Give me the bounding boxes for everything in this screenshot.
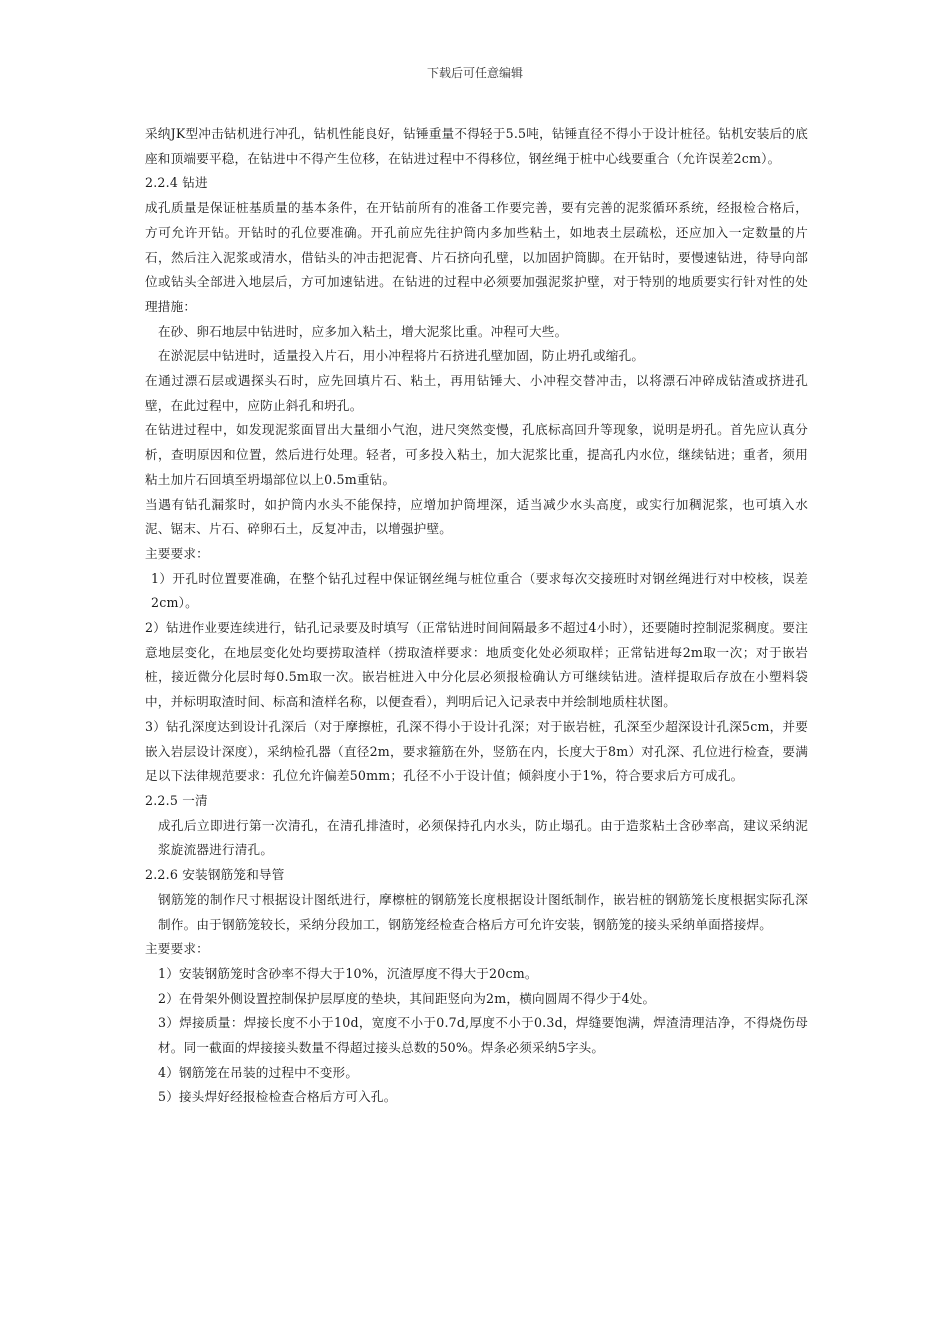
list-item: 2）在骨架外侧设置控制保护层厚度的垫块，其间距竖向为2m，横向圆周不得少于4处。: [158, 990, 656, 1006]
page-header: 下载后可任意编辑: [426, 66, 523, 80]
paragraph: 成孔质量是保证桩基质量的基本条件，在开钻前所有的准备工作要完善，要有完善的泥浆循环系统，经报检合格后，方可允许开钻。开钻时的孔位要准确。开孔前应先往护筒内多加些粘土，如地表土层疏松，还应加入一定数量的片石，然后注入泥浆或清水，借钻头的冲击把泥膏、片石挤向孔壁，以加固护筒脚。在开钻时，要慢速钻进，待导向部位或钻头全部进入地层后，方可加速钻进。在钻进的过程中必须要加强泥浆护壁，对于特别的地质要实行针对性的处理措施：: [145, 200, 808, 314]
list-item: 5）接头焊好经报检检查合格后方可入孔。: [158, 1089, 397, 1105]
document-body: [145, 122, 808, 1110]
list-item: 1）安装钢筋笼时含砂率不得大于10%，沉渣厚度不得大于20cm。: [158, 965, 538, 981]
section-heading: 2.2.4 钻进: [145, 175, 208, 191]
paragraph: 在通过漂石层或遇探头石时，应先回填片石、粘土，再用钻锤大、小冲程交替冲击，以将漂石冲碎成钻渣或挤进孔壁，在此过程中，应防止斜孔和坍孔。: [145, 373, 808, 413]
list-heading: 主要要求：: [145, 941, 209, 957]
paragraph: 当遇有钻孔漏浆时，如护筒内水头不能保持，应增加护筒埋深，适当减少水头高度，或实行加稠泥浆，也可填入水泥、锯末、片石、碎卵石土，反复冲击，以增强护壁。: [145, 496, 808, 537]
paragraph: 在淤泥层中钻进时，适量投入片石，用小冲程将片石挤进孔壁加固，防止坍孔或缩孔。: [158, 348, 645, 364]
paragraph: 采纳JK型冲击钻机进行冲孔，钻机性能良好，钻锤重量不得轻于5.5吨，钻锤直径不得小于设计桩径。钻机安装后的底座和顶端要平稳，在钻进中不得产生位移，在钻进过程中不得移位，钢丝绳于桩中心线要重合（允许误差2cm）。: [145, 126, 808, 166]
paragraph: 在钻进过程中，如发现泥浆面冒出大量细小气泡，进尺突然变慢，孔底标高回升等现象，说明是坍孔。首先应认真分析，查明原因和位置，然后进行处理。轻者，可多投入粘土，加大泥浆比重，提高孔内水位，继续钻进；重者，须用粘土加片石回填至坍塌部位以上0.5m重钻。: [145, 422, 808, 487]
list-item: 3）焊接质量：焊接长度不小于10d，宽度不小于0.7d,厚度不小于0.3d，焊缝要饱满，焊渣清理洁净，不得烧伤母材。同一截面的焊接接头数量不得超过接头总数的50%。焊条必须采纳5字头。: [158, 1015, 808, 1056]
list-heading: 主要要求：: [145, 545, 209, 561]
list-item: 2）钻进作业要连续进行，钻孔记录要及时填写（正常钻进时间间隔最多不超过4小时），还要随时控制泥浆稠度。要注意地层变化，在地层变化处均要捞取渣样（捞取渣样要求：地质变化处必须取样；正常钻进每2m取一次；对于嵌岩桩，接近微分化层时每0.5m取一次。嵌岩桩进入中分化层必须报检确认方可继续钻进。渣样提取后存放在小塑料袋中，并标明取渣时间、标高和渣样名称，以便查看），判明后记入记录表中并绘制地质柱状图。: [145, 620, 808, 710]
paragraph: 成孔后立即进行第一次清孔，在清孔排渣时，必须保持孔内水头，防止塌孔。由于造浆粘土含砂率高，建议采纳泥浆旋流器进行清孔。: [158, 817, 808, 858]
paragraph: 钢筋笼的制作尺寸根据设计图纸进行，摩檫桩的钢筋笼长度根据设计图纸制作，嵌岩桩的钢筋笼长度根据实际孔深制作。由于钢筋笼较长，采纳分段加工，钢筋笼经检查合格后方可允许安装，钢筋笼的接头采纳单面搭接焊。: [158, 891, 808, 932]
section-heading: 2.2.5 一清: [145, 792, 208, 808]
list-item: 1）开孔时位置要准确，在整个钻孔过程中保证钢丝绳与桩位重合（要求每次交接班时对钢丝绳进行对中校核，误差2cm）。: [151, 570, 808, 611]
section-heading: 2.2.6 安装钢筋笼和导管: [145, 867, 285, 883]
list-item: 4）钢筋笼在吊装的过程中不变形。: [158, 1064, 359, 1080]
list-item: 3）钻孔深度达到设计孔深后（对于摩擦桩，孔深不得小于设计孔深；对于嵌岩桩，孔深至少超深设计孔深5cm，并要嵌入岩层设计深度），采纳检孔器（直径2m，要求箍筋在外，竖筋在内，长度大于8m）对孔深、孔位进行检查，要满足以下法律规范要求：孔位允许偏差50mm；孔径不小于设计值；倾斜度小于1%，符合要求后方可成孔。: [145, 718, 808, 784]
paragraph: 在砂、卵石地层中钻进时，应多加入粘土，增大泥浆比重。冲程可大些。: [158, 323, 568, 339]
